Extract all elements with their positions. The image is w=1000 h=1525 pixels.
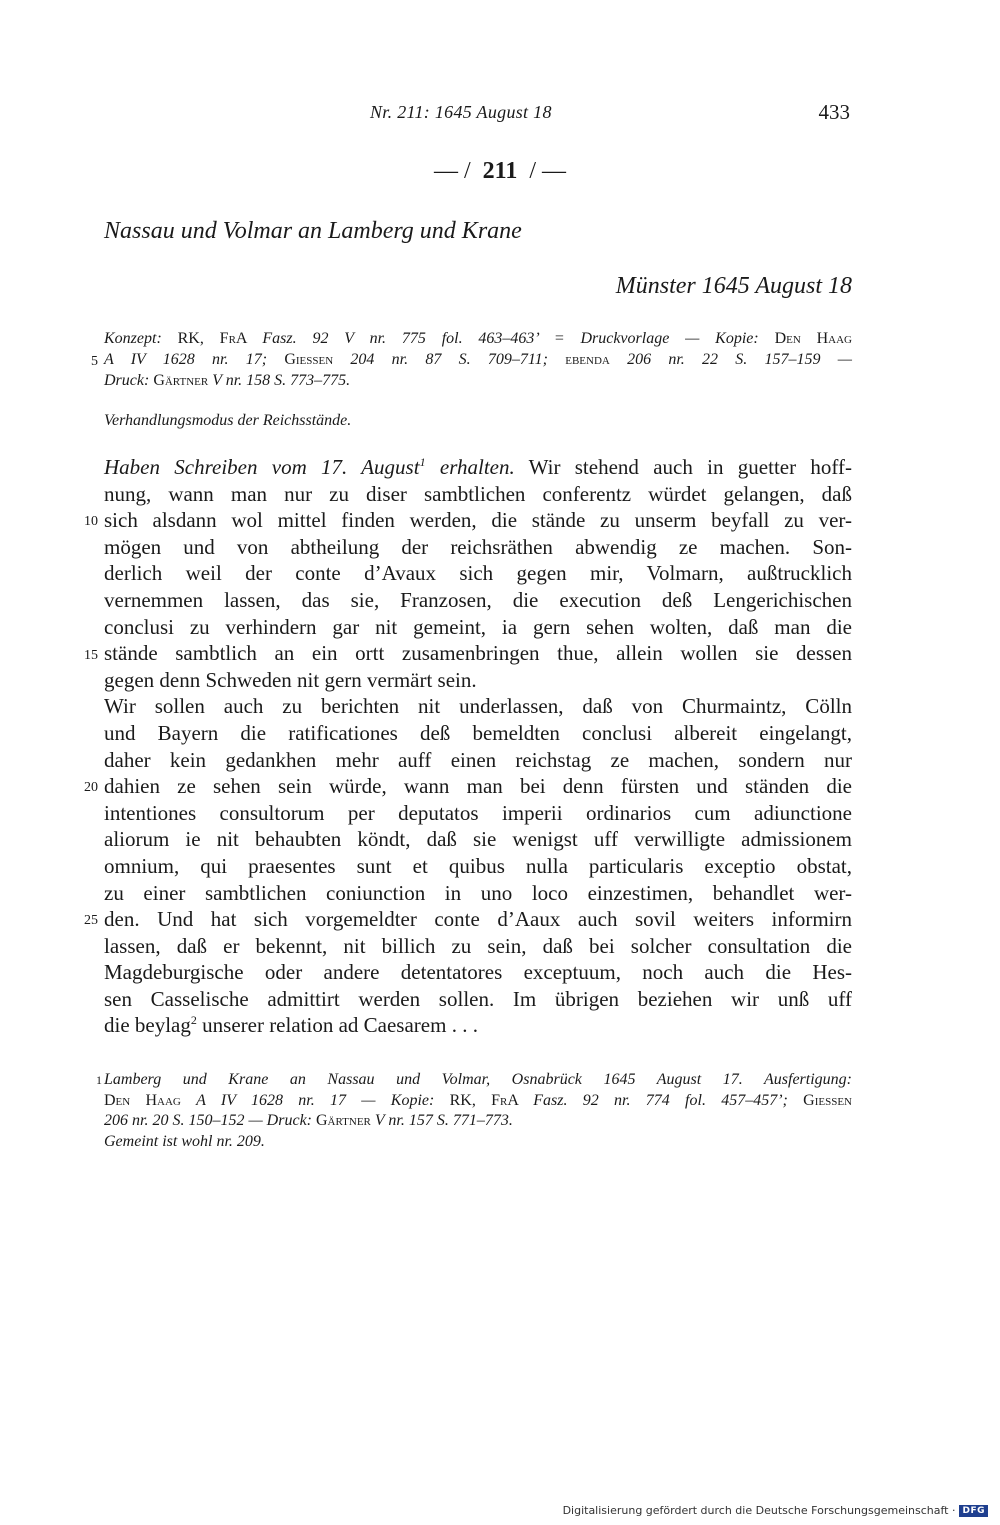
text-line: den. Und hat sich vorgemeldter conte d’Aaux auch sovil weiters informirn: [104, 907, 852, 932]
source-detail: Fasz. 92 V nr. 775 fol. 463–463’ = Druckvorlage — Kopie:: [262, 330, 759, 347]
funding-text: Digitalisierung gefördert durch die Deutsche Forschungsgemeinschaft ·: [562, 1504, 956, 1517]
regest: Verhandlungsmodus der Reichsstände.: [104, 412, 352, 429]
text-segment: unserer relation ad Caesarem . . .: [196, 1013, 478, 1038]
text-line: intentiones consultorum per deputatos imperii ordinarios cum adiunctione: [104, 800, 852, 825]
footnote-line: [104, 1091, 852, 1112]
line-number: 20: [84, 780, 98, 795]
document-number-dash-right: / —: [529, 158, 567, 184]
document-number-value: 211: [482, 158, 518, 184]
text-segment: Wir stehend auch in guetter hoff-: [514, 455, 852, 479]
source-detail: 204 nr. 87 S. 709–711;: [350, 351, 548, 368]
source-archive: Gärtner: [149, 372, 213, 389]
source-archive: RK, FrA: [434, 1091, 534, 1109]
footnote-reference: 2: [190, 1013, 197, 1028]
source-detail: V nr. 157 S. 771–773.: [374, 1112, 513, 1129]
text-line: conclusi zu verhindern gar nit gemeint, ia gern sehen wolten, daß man die: [104, 614, 852, 639]
source-archive: RK, FrA: [161, 330, 263, 347]
source-detail: 206 nr. 20 S. 150–152 — Druck:: [104, 1112, 312, 1129]
text-segment: die beylag: [104, 1013, 191, 1038]
text-line: Wir sollen auch zu berichten nit underlassen, daß von Churmaintz, Cölln: [104, 694, 852, 719]
text-line: nung, wann man nur zu diser sambtlichen conferentz würdet gelangen, daß: [104, 481, 852, 506]
footnote-mark: 1: [96, 1073, 102, 1087]
source-archive: Giessen: [267, 351, 351, 368]
footnote-reference: 1: [419, 455, 426, 469]
document-number-dash-left: — /: [433, 158, 471, 184]
source-detail: V nr. 158 S. 773–775.: [212, 372, 351, 389]
text-line: [104, 454, 852, 481]
source-archive: Giessen: [787, 1091, 852, 1109]
text-italic: Haben Schreiben vom 17. August: [104, 455, 420, 479]
text-line: dahien ze sehen sein würde, wann man bei denn fürsten und ständen die: [104, 774, 852, 799]
source-detail: 206 nr. 22 S. 157–159 —: [627, 351, 853, 368]
text-italic: erhalten.: [425, 455, 515, 479]
text-line: Magdeburgische oder andere detentatores exceptuum, noch auch die Hes-: [104, 960, 852, 985]
text-line: daher kein gedankhen mehr auff einen reichstag ze machen, sondern nur: [104, 747, 852, 772]
text-line: lassen, daß er bekennt, nit billich zu sein, daß bei solcher consultation die: [104, 933, 852, 958]
line-number: 10: [84, 514, 98, 529]
text-line: und Bayern die ratificationes deß bemeldten conclusi albereit eingelangt,: [104, 720, 852, 745]
source-line: [104, 349, 852, 370]
footnotes: [96, 1070, 852, 1152]
running-head: Nr. 211: 1645 August 18: [370, 102, 552, 122]
document-place-date: Münster 1645 August 18: [615, 273, 852, 299]
text-line: aliorum ie nit behaubten köndt, daß sie wenigst uff verwilligte admissionem: [104, 827, 852, 852]
source-detail: A IV 1628 nr. 17;: [104, 351, 268, 368]
page-number: 433: [818, 100, 850, 124]
source-label: Konzept:: [104, 330, 162, 347]
footnote-1: [96, 1070, 852, 1132]
funding-footer: [563, 1504, 988, 1517]
source-archive: Gärtner: [312, 1112, 375, 1129]
document-title: Nassau und Volmar an Lamberg und Krane: [104, 218, 522, 244]
document-number: [0, 158, 1000, 185]
source-detail: Fasz. 92 nr. 774 fol. 457–457’;: [533, 1091, 788, 1109]
text-line: stände sambtlich an ein ortt zusamenbringen thue, allein wollen sie dessen: [104, 641, 852, 666]
source-line: [104, 328, 852, 349]
line-number: 15: [84, 648, 98, 663]
source-archive: ebenda: [548, 351, 628, 368]
text-line: derlich weil der conte d’Avaux sich gegen mir, Volmarn, außtrucklich: [104, 561, 852, 586]
text-line: sich alsdann wol mittel finden werden, die stände zu unserm beyfall zu ver-: [104, 508, 852, 533]
text-line: gegen denn Schweden nit gern vermärt sein.: [104, 667, 477, 692]
text-line: vernemmen lassen, das sie, Franzosen, die execution deß Lengerichischen: [104, 587, 852, 612]
footnote-line: [104, 1111, 852, 1132]
footnote-2: [104, 1132, 852, 1153]
source-archive: Den Haag: [758, 330, 852, 347]
text-line: [104, 1012, 852, 1039]
source-line: [104, 370, 852, 391]
text-line: sen Casselische admittirt werden sollen. Im übrigen beziehen wir unß uff: [104, 986, 852, 1011]
footnote-line: Gemeint ist wohl nr. 209.: [104, 1132, 265, 1150]
text-line: mögen und von abtheilung der reichsräthen abwendig ze machen. Son-: [104, 534, 852, 559]
text-line: zu einer sambtlichen coniunction in uno loco einzestimen, behandlet wer-: [104, 880, 852, 905]
body-text: [104, 454, 852, 1039]
dfg-logo-icon: DFG: [959, 1505, 988, 1517]
text-line: omnium, qui praesentes sunt et quibus nulla particularis exceptio obstat,: [104, 853, 852, 878]
source-label: Druck:: [104, 372, 150, 389]
source-archive: Den Haag: [104, 1091, 197, 1109]
line-number: 5: [91, 354, 98, 369]
source-detail: A IV 1628 nr. 17 — Kopie:: [196, 1091, 435, 1109]
source-apparatus: [104, 328, 852, 391]
footnote-line: Lamberg und Krane an Nassau und Volmar, Osnabrück 1645 August 17. Ausfertigung:: [104, 1071, 852, 1088]
line-number: 25: [84, 913, 98, 928]
